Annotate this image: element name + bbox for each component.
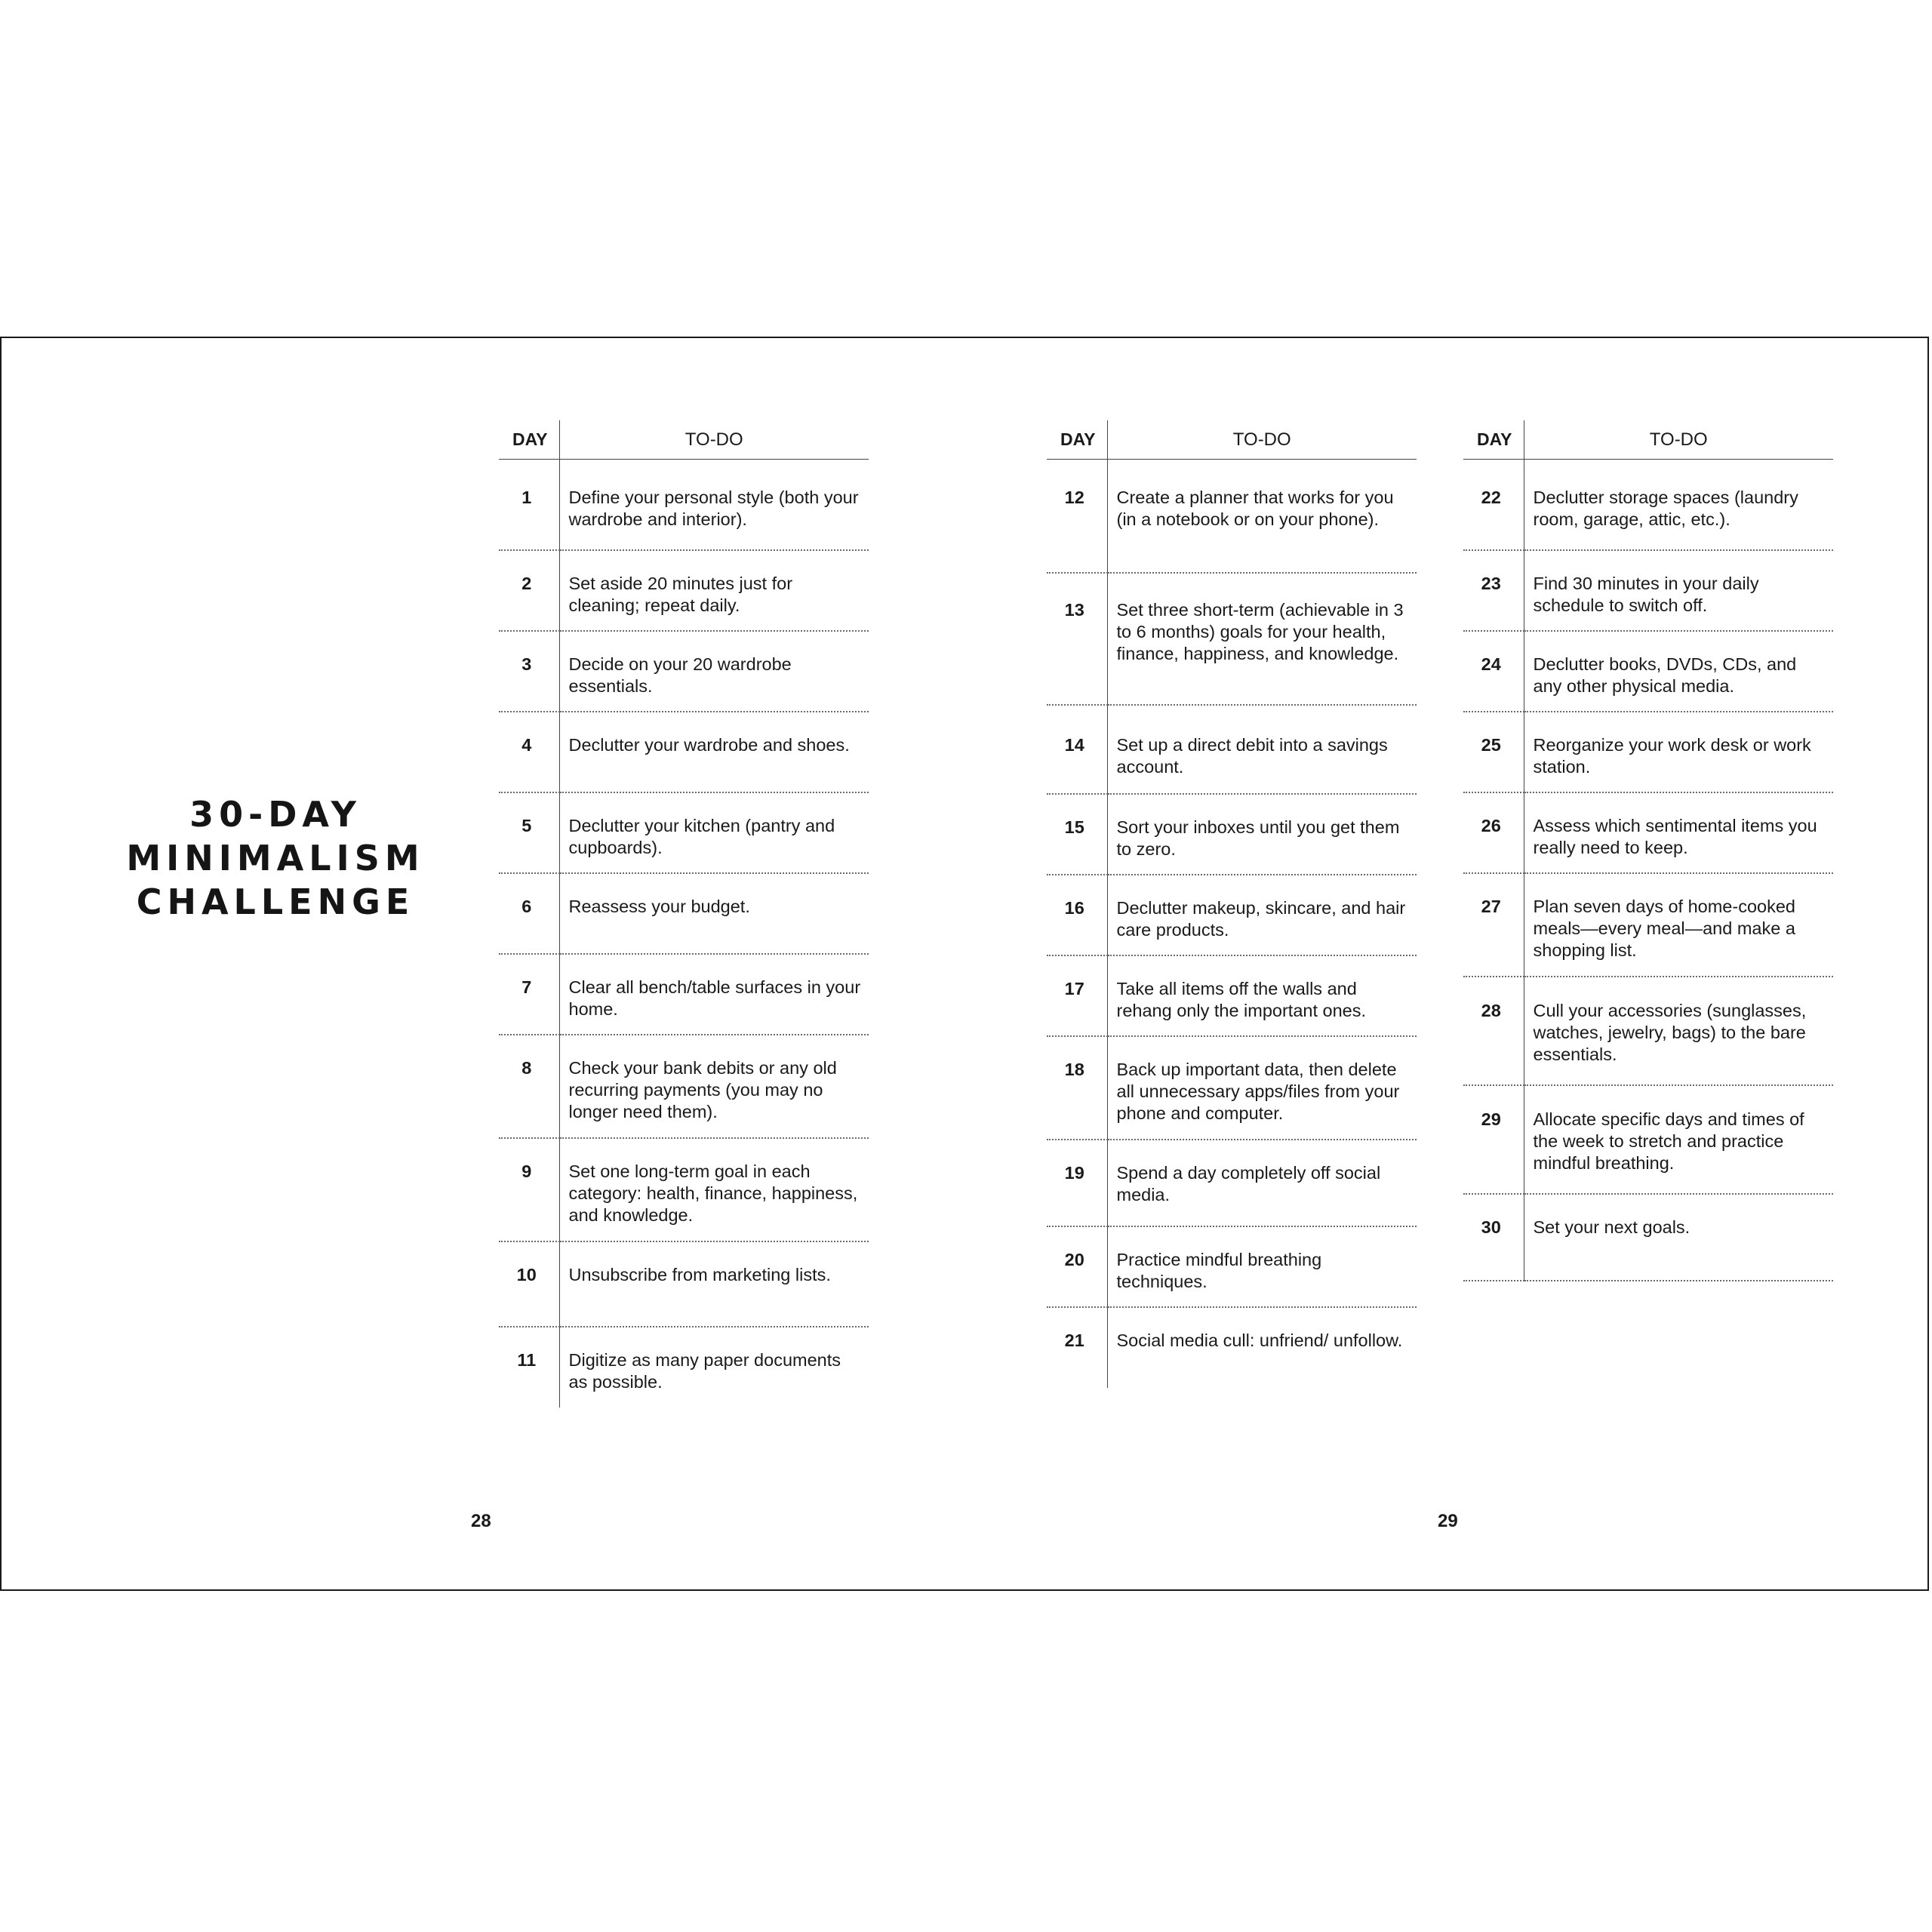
day-number: 18 [1047, 1036, 1107, 1140]
day-number: 20 [1047, 1226, 1107, 1307]
day-number: 29 [1463, 1085, 1524, 1194]
day-column-header: DAY [499, 420, 559, 460]
table-row [1047, 875, 1417, 955]
task-text: Spend a day completely off social media. [1107, 1140, 1417, 1226]
table-row [1463, 631, 1833, 712]
day-number: 28 [1463, 977, 1524, 1085]
day-number: 19 [1047, 1140, 1107, 1226]
day-number: 10 [499, 1241, 559, 1327]
table-row [499, 631, 869, 712]
table-row [499, 460, 869, 550]
table-row [1047, 705, 1417, 794]
todo-table-days-1-11 [499, 420, 869, 1407]
task-text: Back up important data, then delete all unnecessary apps/files from your phone and computer. [1107, 1036, 1417, 1140]
task-text: Sort your inboxes until you get them to zero. [1107, 794, 1417, 875]
day-column-header: DAY [1463, 420, 1524, 460]
day-number: 12 [1047, 460, 1107, 573]
day-number: 30 [1463, 1194, 1524, 1281]
task-text: Set aside 20 minutes just for cleaning; repeat daily. [559, 550, 869, 631]
task-text: Create a planner that works for you (in a notebook or on your phone). [1107, 460, 1417, 573]
page-number-left: 28 [471, 1511, 491, 1531]
day-number: 25 [1463, 712, 1524, 792]
table-row [1047, 1140, 1417, 1226]
page-number-right: 29 [1438, 1511, 1458, 1531]
task-text: Clear all bench/table surfaces in your home. [559, 954, 869, 1035]
day-number: 8 [499, 1035, 559, 1138]
day-number: 16 [1047, 875, 1107, 955]
day-number: 26 [1463, 792, 1524, 873]
table-row [1463, 1194, 1833, 1281]
day-number: 27 [1463, 873, 1524, 977]
table-row [499, 792, 869, 873]
title-line: CHALLENGE [136, 881, 415, 922]
table-row [1047, 955, 1417, 1036]
page-title [98, 792, 453, 924]
day-number: 14 [1047, 705, 1107, 794]
task-text: Set one long-term goal in each category: health, finance, happiness, and knowledge. [559, 1138, 869, 1241]
task-text: Reassess your budget. [559, 873, 869, 954]
table-header-row [1463, 420, 1833, 460]
task-text: Declutter books, DVDs, CDs, and any other physical media. [1524, 631, 1833, 712]
todo-table-days-12-21 [1047, 420, 1417, 1388]
task-text: Cull your accessories (sunglasses, watches, jewelry, bags) to the bare essentials. [1524, 977, 1833, 1085]
day-number: 23 [1463, 550, 1524, 631]
day-number: 9 [499, 1138, 559, 1241]
table-row [499, 1138, 869, 1241]
table-row [1463, 550, 1833, 631]
table-row [499, 550, 869, 631]
table-row [1047, 794, 1417, 875]
day-number: 11 [499, 1327, 559, 1407]
task-text: Check your bank debits or any old recurring payments (you may no longer need them). [559, 1035, 869, 1138]
title-line: 30-DAY [189, 794, 361, 835]
day-number: 5 [499, 792, 559, 873]
day-number: 15 [1047, 794, 1107, 875]
task-text: Declutter makeup, skincare, and hair care products. [1107, 875, 1417, 955]
table-row [1047, 460, 1417, 573]
table-row [499, 712, 869, 792]
table-row [1463, 792, 1833, 873]
task-text: Declutter your wardrobe and shoes. [559, 712, 869, 792]
table-row [1463, 1085, 1833, 1194]
day-number: 24 [1463, 631, 1524, 712]
day-number: 2 [499, 550, 559, 631]
task-text: Plan seven days of home-cooked meals—every meal—and make a shopping list. [1524, 873, 1833, 977]
table-header-row [1047, 420, 1417, 460]
table-row [1047, 573, 1417, 705]
todo-column-header: TO-DO [1107, 420, 1417, 460]
todo-column-header: TO-DO [559, 420, 869, 460]
day-number: 3 [499, 631, 559, 712]
task-text: Reorganize your work desk or work station. [1524, 712, 1833, 792]
table-row [499, 1327, 869, 1407]
day-number: 17 [1047, 955, 1107, 1036]
table-row [499, 1035, 869, 1138]
task-text: Set three short-term (achievable in 3 to 6 months) goals for your health, finance, happiness, and knowledge. [1107, 573, 1417, 705]
todo-table-days-22-30 [1463, 420, 1833, 1281]
day-column-header: DAY [1047, 420, 1107, 460]
task-text: Practice mindful breathing techniques. [1107, 1226, 1417, 1307]
task-text: Find 30 minutes in your daily schedule to switch off. [1524, 550, 1833, 631]
day-number: 6 [499, 873, 559, 954]
day-number: 4 [499, 712, 559, 792]
day-number: 1 [499, 460, 559, 550]
table-row [1463, 977, 1833, 1085]
table-row [499, 873, 869, 954]
task-text: Declutter storage spaces (laundry room, garage, attic, etc.). [1524, 460, 1833, 550]
table-row [499, 1241, 869, 1327]
table-row [1463, 873, 1833, 977]
task-text: Set up a direct debit into a savings account. [1107, 705, 1417, 794]
day-number: 13 [1047, 573, 1107, 705]
table-row [499, 954, 869, 1035]
todo-column-header: TO-DO [1524, 420, 1833, 460]
table-row [1463, 712, 1833, 792]
table-row [1047, 1036, 1417, 1140]
task-text: Set your next goals. [1524, 1194, 1833, 1281]
table-row [1047, 1226, 1417, 1307]
task-text: Assess which sentimental items you really need to keep. [1524, 792, 1833, 873]
task-text: Decide on your 20 wardrobe essentials. [559, 631, 869, 712]
table-row [1047, 1307, 1417, 1388]
task-text: Take all items off the walls and rehang only the important ones. [1107, 955, 1417, 1036]
task-text: Define your personal style (both your wardrobe and interior). [559, 460, 869, 550]
task-text: Unsubscribe from marketing lists. [559, 1241, 869, 1327]
task-text: Social media cull: unfriend/ unfollow. [1116, 1330, 1403, 1350]
task-text: Digitize as many paper documents as possible. [568, 1349, 841, 1392]
table-row [1463, 460, 1833, 550]
day-number: 7 [499, 954, 559, 1035]
table-header-row [499, 420, 869, 460]
day-number: 21 [1047, 1307, 1107, 1388]
task-text: Allocate specific days and times of the week to stretch and practice mindful breathing. [1524, 1085, 1833, 1194]
task-text: Declutter your kitchen (pantry and cupboards). [559, 792, 869, 873]
day-number: 22 [1463, 460, 1524, 550]
title-line: MINIMALISM [126, 838, 425, 878]
